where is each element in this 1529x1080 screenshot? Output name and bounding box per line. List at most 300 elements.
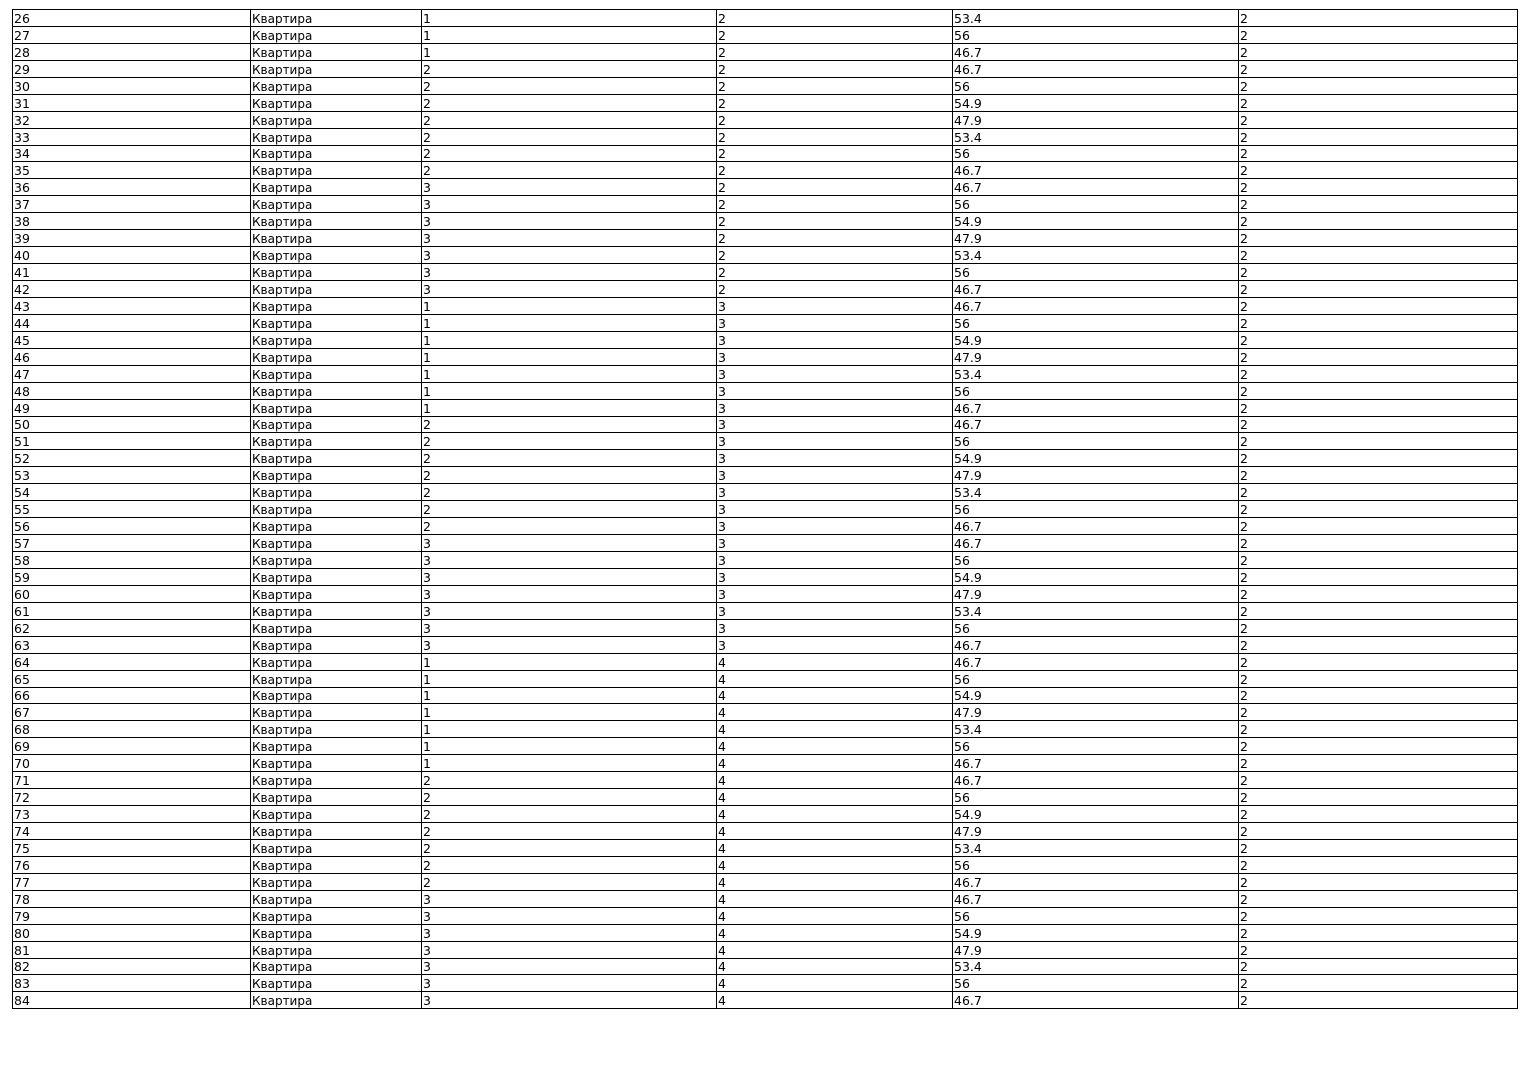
cell-rooms: 2 bbox=[1239, 196, 1518, 213]
cell-number: 60 bbox=[13, 585, 251, 602]
table-row bbox=[13, 670, 1518, 687]
table-row bbox=[13, 636, 1518, 653]
cell-entrance: 2 bbox=[422, 145, 717, 162]
table-row bbox=[13, 281, 1518, 298]
cell-type: Квартира bbox=[251, 924, 422, 941]
cell-type: Квартира bbox=[251, 856, 422, 873]
cell-type: Квартира bbox=[251, 111, 422, 128]
cell-area: 56 bbox=[953, 670, 1239, 687]
cell-number: 63 bbox=[13, 636, 251, 653]
cell-entrance: 2 bbox=[422, 467, 717, 484]
cell-floor: 3 bbox=[717, 619, 953, 636]
table-row bbox=[13, 806, 1518, 823]
cell-type: Квартира bbox=[251, 602, 422, 619]
cell-rooms: 2 bbox=[1239, 806, 1518, 823]
cell-floor: 2 bbox=[717, 43, 953, 60]
table-row bbox=[13, 890, 1518, 907]
cell-type: Квартира bbox=[251, 873, 422, 890]
cell-area: 56 bbox=[953, 145, 1239, 162]
cell-number: 48 bbox=[13, 382, 251, 399]
cell-rooms: 2 bbox=[1239, 230, 1518, 247]
cell-rooms: 2 bbox=[1239, 856, 1518, 873]
cell-number: 37 bbox=[13, 196, 251, 213]
cell-entrance: 3 bbox=[422, 924, 717, 941]
cell-entrance: 1 bbox=[422, 331, 717, 348]
cell-floor: 3 bbox=[717, 348, 953, 365]
cell-number: 45 bbox=[13, 331, 251, 348]
cell-type: Квартира bbox=[251, 806, 422, 823]
cell-rooms: 2 bbox=[1239, 552, 1518, 569]
cell-area: 47.9 bbox=[953, 111, 1239, 128]
cell-rooms: 2 bbox=[1239, 94, 1518, 111]
table-row bbox=[13, 568, 1518, 585]
cell-type: Квартира bbox=[251, 653, 422, 670]
cell-area: 56 bbox=[953, 196, 1239, 213]
table-row bbox=[13, 992, 1518, 1009]
cell-entrance: 3 bbox=[422, 890, 717, 907]
cell-type: Квартира bbox=[251, 77, 422, 94]
table-row bbox=[13, 856, 1518, 873]
cell-rooms: 2 bbox=[1239, 501, 1518, 518]
cell-type: Квартира bbox=[251, 907, 422, 924]
cell-rooms: 2 bbox=[1239, 789, 1518, 806]
cell-floor: 3 bbox=[717, 433, 953, 450]
cell-number: 36 bbox=[13, 179, 251, 196]
cell-number: 76 bbox=[13, 856, 251, 873]
cell-area: 47.9 bbox=[953, 704, 1239, 721]
cell-floor: 4 bbox=[717, 856, 953, 873]
cell-floor: 2 bbox=[717, 145, 953, 162]
cell-area: 54.9 bbox=[953, 94, 1239, 111]
table-row bbox=[13, 552, 1518, 569]
cell-rooms: 2 bbox=[1239, 670, 1518, 687]
cell-area: 56 bbox=[953, 789, 1239, 806]
cell-number: 27 bbox=[13, 26, 251, 43]
cell-number: 66 bbox=[13, 687, 251, 704]
cell-number: 38 bbox=[13, 213, 251, 230]
cell-rooms: 2 bbox=[1239, 213, 1518, 230]
cell-floor: 2 bbox=[717, 77, 953, 94]
cell-type: Квартира bbox=[251, 484, 422, 501]
table-row bbox=[13, 619, 1518, 636]
cell-area: 53.4 bbox=[953, 602, 1239, 619]
cell-floor: 3 bbox=[717, 636, 953, 653]
cell-entrance: 2 bbox=[422, 518, 717, 535]
cell-type: Квартира bbox=[251, 264, 422, 281]
cell-rooms: 2 bbox=[1239, 958, 1518, 975]
cell-area: 56 bbox=[953, 501, 1239, 518]
cell-rooms: 2 bbox=[1239, 247, 1518, 264]
cell-area: 47.9 bbox=[953, 467, 1239, 484]
cell-area: 47.9 bbox=[953, 941, 1239, 958]
cell-entrance: 2 bbox=[422, 484, 717, 501]
table-row bbox=[13, 399, 1518, 416]
cell-area: 53.4 bbox=[953, 10, 1239, 27]
cell-floor: 4 bbox=[717, 975, 953, 992]
cell-area: 54.9 bbox=[953, 924, 1239, 941]
cell-rooms: 2 bbox=[1239, 535, 1518, 552]
cell-area: 46.7 bbox=[953, 873, 1239, 890]
cell-area: 46.7 bbox=[953, 162, 1239, 179]
cell-entrance: 2 bbox=[422, 416, 717, 433]
cell-floor: 3 bbox=[717, 535, 953, 552]
cell-rooms: 2 bbox=[1239, 687, 1518, 704]
table-row bbox=[13, 77, 1518, 94]
cell-number: 30 bbox=[13, 77, 251, 94]
cell-floor: 2 bbox=[717, 230, 953, 247]
cell-rooms: 2 bbox=[1239, 111, 1518, 128]
cell-entrance: 3 bbox=[422, 619, 717, 636]
cell-entrance: 2 bbox=[422, 450, 717, 467]
table-row bbox=[13, 450, 1518, 467]
table-row bbox=[13, 230, 1518, 247]
cell-type: Квартира bbox=[251, 670, 422, 687]
cell-floor: 3 bbox=[717, 297, 953, 314]
table-row bbox=[13, 501, 1518, 518]
table-row bbox=[13, 213, 1518, 230]
table-row bbox=[13, 331, 1518, 348]
cell-type: Квартира bbox=[251, 721, 422, 738]
cell-floor: 3 bbox=[717, 314, 953, 331]
cell-area: 46.7 bbox=[953, 992, 1239, 1009]
cell-type: Квартира bbox=[251, 297, 422, 314]
cell-floor: 4 bbox=[717, 839, 953, 856]
cell-entrance: 2 bbox=[422, 433, 717, 450]
cell-type: Квартира bbox=[251, 196, 422, 213]
table-row bbox=[13, 941, 1518, 958]
cell-rooms: 2 bbox=[1239, 890, 1518, 907]
cell-area: 47.9 bbox=[953, 585, 1239, 602]
cell-entrance: 3 bbox=[422, 179, 717, 196]
cell-entrance: 2 bbox=[422, 873, 717, 890]
cell-number: 67 bbox=[13, 704, 251, 721]
cell-number: 28 bbox=[13, 43, 251, 60]
cell-type: Квартира bbox=[251, 823, 422, 840]
cell-floor: 4 bbox=[717, 907, 953, 924]
cell-floor: 4 bbox=[717, 890, 953, 907]
cell-floor: 4 bbox=[717, 789, 953, 806]
cell-floor: 2 bbox=[717, 281, 953, 298]
table-row bbox=[13, 10, 1518, 27]
table-row bbox=[13, 247, 1518, 264]
cell-floor: 2 bbox=[717, 196, 953, 213]
cell-number: 50 bbox=[13, 416, 251, 433]
cell-number: 58 bbox=[13, 552, 251, 569]
cell-rooms: 2 bbox=[1239, 721, 1518, 738]
cell-type: Квартира bbox=[251, 247, 422, 264]
cell-floor: 2 bbox=[717, 179, 953, 196]
table-row bbox=[13, 924, 1518, 941]
cell-type: Квартира bbox=[251, 60, 422, 77]
cell-floor: 3 bbox=[717, 382, 953, 399]
cell-rooms: 2 bbox=[1239, 433, 1518, 450]
cell-rooms: 2 bbox=[1239, 568, 1518, 585]
cell-entrance: 1 bbox=[422, 43, 717, 60]
cell-number: 34 bbox=[13, 145, 251, 162]
cell-entrance: 3 bbox=[422, 636, 717, 653]
cell-floor: 4 bbox=[717, 873, 953, 890]
cell-type: Квартира bbox=[251, 755, 422, 772]
cell-number: 49 bbox=[13, 399, 251, 416]
cell-floor: 2 bbox=[717, 111, 953, 128]
cell-rooms: 2 bbox=[1239, 738, 1518, 755]
table-row bbox=[13, 60, 1518, 77]
cell-area: 54.9 bbox=[953, 331, 1239, 348]
cell-rooms: 2 bbox=[1239, 162, 1518, 179]
cell-area: 56 bbox=[953, 433, 1239, 450]
cell-type: Квартира bbox=[251, 772, 422, 789]
cell-floor: 4 bbox=[717, 992, 953, 1009]
cell-type: Квартира bbox=[251, 365, 422, 382]
cell-rooms: 2 bbox=[1239, 518, 1518, 535]
cell-number: 51 bbox=[13, 433, 251, 450]
cell-entrance: 1 bbox=[422, 348, 717, 365]
cell-type: Квартира bbox=[251, 433, 422, 450]
cell-number: 31 bbox=[13, 94, 251, 111]
cell-rooms: 2 bbox=[1239, 653, 1518, 670]
cell-type: Квартира bbox=[251, 331, 422, 348]
cell-rooms: 2 bbox=[1239, 873, 1518, 890]
cell-area: 56 bbox=[953, 552, 1239, 569]
cell-type: Квартира bbox=[251, 687, 422, 704]
cell-number: 40 bbox=[13, 247, 251, 264]
cell-rooms: 2 bbox=[1239, 839, 1518, 856]
cell-number: 72 bbox=[13, 789, 251, 806]
table-row bbox=[13, 823, 1518, 840]
cell-floor: 4 bbox=[717, 704, 953, 721]
cell-entrance: 1 bbox=[422, 26, 717, 43]
cell-number: 47 bbox=[13, 365, 251, 382]
apartment-table bbox=[12, 9, 1518, 1009]
cell-rooms: 2 bbox=[1239, 77, 1518, 94]
cell-entrance: 3 bbox=[422, 975, 717, 992]
cell-type: Квартира bbox=[251, 213, 422, 230]
cell-floor: 3 bbox=[717, 484, 953, 501]
table-row bbox=[13, 602, 1518, 619]
cell-number: 44 bbox=[13, 314, 251, 331]
cell-entrance: 2 bbox=[422, 60, 717, 77]
cell-rooms: 2 bbox=[1239, 450, 1518, 467]
table-row bbox=[13, 789, 1518, 806]
table-row bbox=[13, 958, 1518, 975]
cell-type: Квартира bbox=[251, 552, 422, 569]
cell-rooms: 2 bbox=[1239, 941, 1518, 958]
table-row bbox=[13, 94, 1518, 111]
table-row bbox=[13, 484, 1518, 501]
cell-number: 69 bbox=[13, 738, 251, 755]
table-row bbox=[13, 297, 1518, 314]
cell-entrance: 2 bbox=[422, 856, 717, 873]
cell-number: 46 bbox=[13, 348, 251, 365]
cell-type: Квартира bbox=[251, 416, 422, 433]
cell-type: Квартира bbox=[251, 636, 422, 653]
cell-floor: 3 bbox=[717, 416, 953, 433]
cell-area: 46.7 bbox=[953, 416, 1239, 433]
table-row bbox=[13, 433, 1518, 450]
cell-area: 54.9 bbox=[953, 687, 1239, 704]
cell-area: 46.7 bbox=[953, 281, 1239, 298]
cell-entrance: 1 bbox=[422, 314, 717, 331]
table-row bbox=[13, 467, 1518, 484]
cell-floor: 3 bbox=[717, 399, 953, 416]
cell-area: 56 bbox=[953, 907, 1239, 924]
cell-rooms: 2 bbox=[1239, 636, 1518, 653]
table-row bbox=[13, 43, 1518, 60]
cell-floor: 3 bbox=[717, 501, 953, 518]
cell-number: 29 bbox=[13, 60, 251, 77]
table-row bbox=[13, 653, 1518, 670]
cell-entrance: 3 bbox=[422, 196, 717, 213]
table-row bbox=[13, 179, 1518, 196]
cell-rooms: 2 bbox=[1239, 823, 1518, 840]
cell-number: 65 bbox=[13, 670, 251, 687]
cell-area: 47.9 bbox=[953, 230, 1239, 247]
cell-type: Квартира bbox=[251, 501, 422, 518]
cell-rooms: 2 bbox=[1239, 755, 1518, 772]
cell-floor: 4 bbox=[717, 806, 953, 823]
cell-entrance: 1 bbox=[422, 704, 717, 721]
cell-rooms: 2 bbox=[1239, 365, 1518, 382]
table-row bbox=[13, 975, 1518, 992]
table-row bbox=[13, 26, 1518, 43]
cell-type: Квартира bbox=[251, 450, 422, 467]
cell-number: 84 bbox=[13, 992, 251, 1009]
cell-area: 46.7 bbox=[953, 535, 1239, 552]
cell-number: 52 bbox=[13, 450, 251, 467]
cell-area: 53.4 bbox=[953, 721, 1239, 738]
cell-type: Квартира bbox=[251, 958, 422, 975]
cell-number: 53 bbox=[13, 467, 251, 484]
cell-floor: 3 bbox=[717, 552, 953, 569]
cell-rooms: 2 bbox=[1239, 331, 1518, 348]
cell-floor: 2 bbox=[717, 26, 953, 43]
cell-area: 47.9 bbox=[953, 348, 1239, 365]
cell-rooms: 2 bbox=[1239, 179, 1518, 196]
table-row bbox=[13, 314, 1518, 331]
cell-entrance: 2 bbox=[422, 789, 717, 806]
cell-type: Квартира bbox=[251, 568, 422, 585]
cell-entrance: 3 bbox=[422, 958, 717, 975]
table-row bbox=[13, 907, 1518, 924]
cell-entrance: 3 bbox=[422, 602, 717, 619]
cell-floor: 3 bbox=[717, 518, 953, 535]
table-row bbox=[13, 721, 1518, 738]
table-row bbox=[13, 264, 1518, 281]
cell-area: 46.7 bbox=[953, 636, 1239, 653]
cell-rooms: 2 bbox=[1239, 128, 1518, 145]
table-row bbox=[13, 687, 1518, 704]
cell-floor: 2 bbox=[717, 60, 953, 77]
cell-type: Квартира bbox=[251, 789, 422, 806]
cell-rooms: 2 bbox=[1239, 467, 1518, 484]
cell-number: 82 bbox=[13, 958, 251, 975]
cell-entrance: 3 bbox=[422, 568, 717, 585]
cell-number: 61 bbox=[13, 602, 251, 619]
table-row bbox=[13, 365, 1518, 382]
cell-rooms: 2 bbox=[1239, 704, 1518, 721]
cell-rooms: 2 bbox=[1239, 585, 1518, 602]
cell-number: 42 bbox=[13, 281, 251, 298]
cell-number: 59 bbox=[13, 568, 251, 585]
cell-floor: 4 bbox=[717, 924, 953, 941]
cell-entrance: 1 bbox=[422, 670, 717, 687]
cell-rooms: 2 bbox=[1239, 772, 1518, 789]
cell-type: Квартира bbox=[251, 145, 422, 162]
cell-floor: 2 bbox=[717, 10, 953, 27]
cell-type: Квартира bbox=[251, 890, 422, 907]
cell-area: 53.4 bbox=[953, 247, 1239, 264]
cell-entrance: 2 bbox=[422, 77, 717, 94]
cell-floor: 3 bbox=[717, 450, 953, 467]
cell-type: Квартира bbox=[251, 535, 422, 552]
cell-number: 57 bbox=[13, 535, 251, 552]
table-row bbox=[13, 382, 1518, 399]
cell-area: 53.4 bbox=[953, 958, 1239, 975]
cell-number: 83 bbox=[13, 975, 251, 992]
cell-area: 56 bbox=[953, 856, 1239, 873]
table-row bbox=[13, 772, 1518, 789]
cell-rooms: 2 bbox=[1239, 281, 1518, 298]
cell-floor: 3 bbox=[717, 467, 953, 484]
cell-area: 56 bbox=[953, 975, 1239, 992]
cell-type: Квартира bbox=[251, 704, 422, 721]
cell-floor: 2 bbox=[717, 94, 953, 111]
cell-number: 78 bbox=[13, 890, 251, 907]
cell-type: Квартира bbox=[251, 348, 422, 365]
cell-area: 53.4 bbox=[953, 128, 1239, 145]
cell-area: 46.7 bbox=[953, 60, 1239, 77]
table-row bbox=[13, 704, 1518, 721]
cell-floor: 4 bbox=[717, 738, 953, 755]
table-row bbox=[13, 145, 1518, 162]
cell-number: 62 bbox=[13, 619, 251, 636]
table-row bbox=[13, 111, 1518, 128]
cell-area: 46.7 bbox=[953, 399, 1239, 416]
cell-type: Квартира bbox=[251, 314, 422, 331]
cell-entrance: 2 bbox=[422, 823, 717, 840]
cell-area: 53.4 bbox=[953, 484, 1239, 501]
cell-type: Квартира bbox=[251, 992, 422, 1009]
cell-type: Квартира bbox=[251, 94, 422, 111]
cell-area: 46.7 bbox=[953, 518, 1239, 535]
cell-rooms: 2 bbox=[1239, 907, 1518, 924]
cell-type: Квартира bbox=[251, 399, 422, 416]
cell-type: Квартира bbox=[251, 382, 422, 399]
cell-number: 68 bbox=[13, 721, 251, 738]
cell-number: 70 bbox=[13, 755, 251, 772]
cell-floor: 3 bbox=[717, 331, 953, 348]
cell-floor: 2 bbox=[717, 162, 953, 179]
cell-floor: 3 bbox=[717, 568, 953, 585]
cell-type: Квартира bbox=[251, 467, 422, 484]
cell-area: 46.7 bbox=[953, 755, 1239, 772]
cell-entrance: 1 bbox=[422, 382, 717, 399]
cell-entrance: 2 bbox=[422, 839, 717, 856]
cell-area: 56 bbox=[953, 738, 1239, 755]
cell-rooms: 2 bbox=[1239, 145, 1518, 162]
cell-entrance: 3 bbox=[422, 535, 717, 552]
cell-number: 35 bbox=[13, 162, 251, 179]
cell-floor: 4 bbox=[717, 755, 953, 772]
cell-floor: 3 bbox=[717, 365, 953, 382]
cell-rooms: 2 bbox=[1239, 975, 1518, 992]
cell-floor: 4 bbox=[717, 823, 953, 840]
cell-entrance: 2 bbox=[422, 772, 717, 789]
cell-floor: 2 bbox=[717, 128, 953, 145]
cell-floor: 4 bbox=[717, 687, 953, 704]
cell-area: 56 bbox=[953, 264, 1239, 281]
cell-floor: 4 bbox=[717, 721, 953, 738]
